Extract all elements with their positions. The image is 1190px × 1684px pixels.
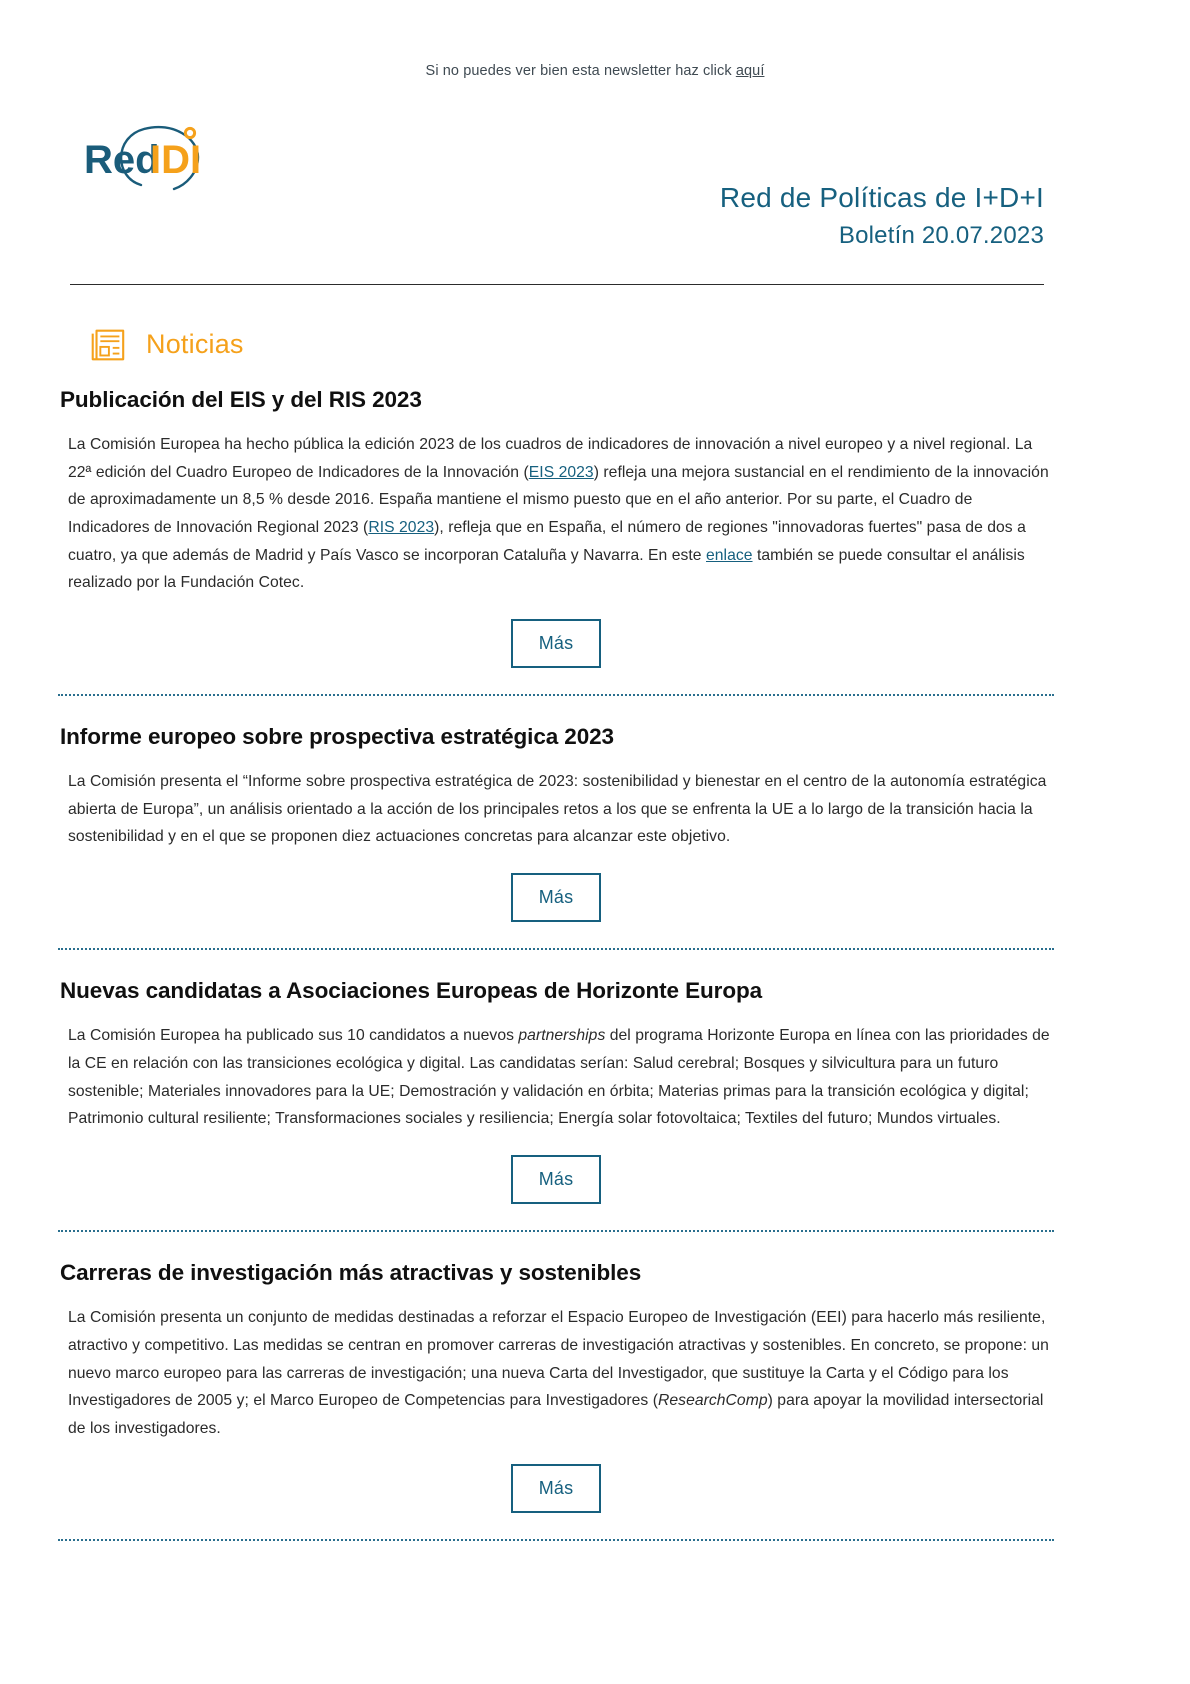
section-title: Noticias [146,329,244,360]
masthead-subtitle: Boletín 20.07.2023 [838,221,1044,249]
link-eis-2023[interactable]: EIS 2023 [528,463,594,481]
article [58,950,1054,1232]
more-button[interactable]: Más [511,873,602,922]
redidi-logo[interactable] [78,111,238,203]
article-body: La Comisión Europea ha hecho pública la edición 2023 de los cuadros de indicadores de innovación a nivel europeo y a nivel regional. La 22ª edición del Cuadro Europeo de Indicadores de la Innovación (EIS 2023) refleja una mejora sustancial en el rendimiento de la innovación de aproximadamente un 8,5 % desde 2016. España mantiene el mismo puesto que en el año anterior. Por su parte, el Cuadro de Indicadores de Innovación Regional 2023 (RIS 2023), refleja que en España, el número de regiones "innovadoras fuertes" pasa de dos a cuatro, ya que además de Madrid y País Vasco se incorporan Cataluña y Navarra. En este enlace también se puede consultar el análisis realizado por la Fundación Cotec. [68,436,1049,592]
article-title: Informe europeo sobre prospectiva estratégica 2023 [60,723,614,749]
article-body: La Comisión presenta un conjunto de medidas destinadas a reforzar el Espacio Europeo de Investigación (EEI) para hacerlo más resiliente, atractivo y competitivo. Las medidas se centran en promover carreras de investigación atractivas y sostenibles. En concreto, se propone: un nuevo marco europeo para las carreras de investigación; una nueva Carta del Investigador, que sustituye la Carta y el Código para los Investigadores de 2005 y; el Marco Europeo de Competencias para Investigadores (ResearchComp) para apoyar la movilidad intersectorial de los investigadores. [68,1309,1049,1437]
article [58,365,1054,696]
article [58,1232,1054,1542]
more-button[interactable]: Más [511,619,602,668]
article-body: La Comisión presenta el “Informe sobre prospectiva estratégica de 2023: sostenibilidad y bienestar en el centro de la autonomía estratégica abierta de Europa”, un análisis orientado a la acción de los principales retos a los que se enfrenta la UE a lo largo de la transición hacia la sostenibilidad y en el que se proponen diez actuaciones concretas para alcanzar este objetivo. [68,773,1047,846]
article-button-row [58,597,1054,668]
newspaper-icon [86,325,128,365]
preheader [0,0,1190,79]
article [58,696,1054,950]
article-button-row [58,1442,1054,1513]
svg-text:IDI: IDI [150,138,202,182]
section-header-noticias [0,285,1190,365]
masthead-title: Red de Políticas de I+D+I [719,182,1044,213]
link-ris-2023[interactable]: RIS 2023 [368,518,435,536]
article-title: Publicación del EIS y del RIS 2023 [60,386,422,412]
article-button-row [58,1133,1054,1204]
article-title: Carreras de investigación más atractivas y sostenibles [60,1259,642,1285]
link-enlace[interactable]: enlace [706,546,753,564]
articles-list [0,365,1190,1542]
article-body: La Comisión Europea ha publicado sus 10 candidatos a nuevos partnerships del programa Horizonte Europa en línea con las prioridades de la CE en relación con las transiciones ecológica y digital. Las candidatas serían: Salud cerebral; Bosques y silvicultura para un futuro sostenible; Materiales innovadores para la UE; Demostración y validación en órbita; Materias primas para la transición ecológica y digital; Patrimonio cultural resiliente; Transformaciones sociales y resiliencia; Energía solar fotovoltaica; Textiles del futuro; Mundos virtuales. [68,1027,1050,1128]
article-divider [58,1539,1054,1541]
svg-text:Red: Red [84,138,160,182]
redidi-logo-icon [78,111,238,203]
more-button[interactable]: Más [511,1464,602,1513]
more-button[interactable]: Más [511,1155,602,1204]
preheader-link[interactable]: aquí [735,63,765,79]
preheader-text: Si no puedes ver bien esta newsletter haz click [425,63,736,79]
article-button-row [58,851,1054,922]
article-title: Nuevas candidatas a Asociaciones Europeas de Horizonte Europa [60,978,763,1003]
logo-container [0,79,1190,182]
